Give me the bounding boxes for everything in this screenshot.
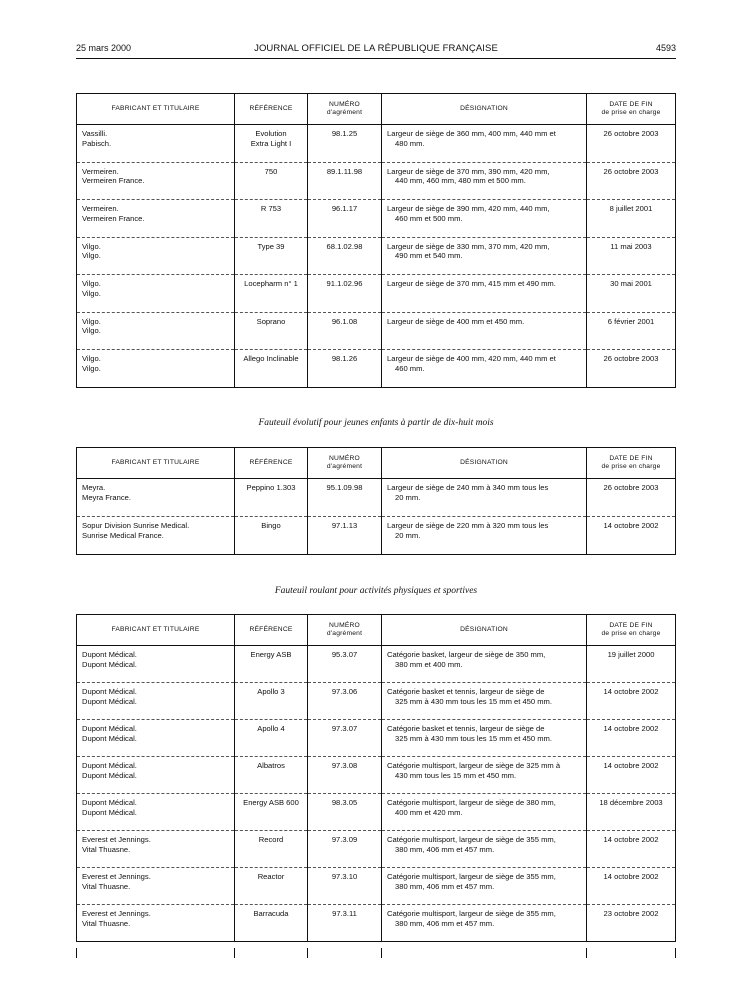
cell-designation-line: 400 mm et 420 mm. xyxy=(395,807,463,817)
cell-fabricant xyxy=(77,831,235,868)
cell-date-fin xyxy=(587,275,676,313)
cell-date-fin xyxy=(587,479,676,517)
cell-fabricant-line: Dupont Médical. xyxy=(82,659,137,669)
col-header-date-fin xyxy=(587,448,676,479)
cell-reference xyxy=(235,275,308,313)
cell-designation-line: 480 mm. xyxy=(395,138,425,148)
cell-designation-line: 460 mm. xyxy=(395,363,425,373)
cell-numero xyxy=(308,905,382,942)
cell-designation-line: Largeur de siège de 370 mm, 415 mm et 490 mm. xyxy=(387,279,556,288)
cell-fabricant xyxy=(77,646,235,683)
cell-fabricant-line: Meyra. xyxy=(82,483,106,492)
cell-numero xyxy=(308,237,382,275)
cell-numero xyxy=(308,200,382,238)
cell-fabricant xyxy=(77,125,235,163)
cell-designation-line: 325 mm à 430 mm tous les 15 mm et 450 mm. xyxy=(395,733,552,743)
page-number: 4593 xyxy=(655,43,676,53)
cell-reference-line: 750 xyxy=(264,166,278,176)
cell-reference-line: Albatros xyxy=(257,761,285,770)
table-row xyxy=(77,683,676,720)
cell-numero xyxy=(308,757,382,794)
cell-fabricant-line: Vital Thuasne. xyxy=(82,918,131,928)
cell-fabricant xyxy=(77,757,235,794)
cell-fabricant-line: Vassilli. xyxy=(82,129,108,138)
cell-reference xyxy=(235,312,308,350)
table-row xyxy=(77,720,676,757)
cell-date-fin xyxy=(587,350,676,388)
cell-fabricant-line: Vital Thuasne. xyxy=(82,844,131,854)
cell-designation-line: Catégorie multisport, largeur de siège de 355 mm, xyxy=(387,909,556,918)
cell-reference xyxy=(235,757,308,794)
header-row xyxy=(77,448,676,479)
cell-designation-line: Largeur de siège de 390 mm, 420 mm, 440 mm, xyxy=(387,204,550,213)
col-header-fabricant-text: FABRICANT ET TITULAIRE xyxy=(111,105,200,112)
table-row xyxy=(77,237,676,275)
cell-fabricant xyxy=(77,275,235,313)
cell-date-fin xyxy=(587,683,676,720)
cell-designation xyxy=(382,905,587,942)
cell-fabricant-line: Dupont Médical. xyxy=(82,770,137,780)
cell-numero-line: 98.1.25 xyxy=(331,129,358,138)
table-row xyxy=(77,200,676,238)
cell-fabricant-line: Dupont Médical. xyxy=(82,798,137,807)
cell-date-fin-line: 26 octobre 2003 xyxy=(603,354,659,363)
cell-numero xyxy=(308,350,382,388)
cell-fabricant xyxy=(77,720,235,757)
cell-reference-line: Locepharm n° 1 xyxy=(244,279,298,288)
cell-fabricant xyxy=(77,683,235,720)
cell-fabricant xyxy=(77,905,235,942)
cell-designation xyxy=(382,479,587,517)
cell-designation-line: Catégorie basket et tennis, largeur de siège de xyxy=(387,687,545,696)
col-header-date-fin xyxy=(587,94,676,125)
table-fauteuils-sport xyxy=(76,614,676,942)
cell-numero xyxy=(308,646,382,683)
col-header-date-fin-text: de prise en charge xyxy=(601,630,661,637)
cell-numero-line: 97.3.11 xyxy=(332,909,357,918)
cell-fabricant xyxy=(77,237,235,275)
col-header-date-fin-text: de prise en charge xyxy=(601,109,661,116)
cell-fabricant-line: Vilgo. xyxy=(82,288,101,298)
cell-designation xyxy=(382,237,587,275)
cell-numero xyxy=(308,479,382,517)
cell-reference xyxy=(235,831,308,868)
col-header-fabricant xyxy=(77,448,235,479)
cell-date-fin-line: 14 octobre 2002 xyxy=(603,724,659,733)
cell-fabricant-line: Sopur Division Sunrise Medical. xyxy=(82,521,190,530)
cell-reference xyxy=(235,517,308,555)
cell-fabricant-line: Dupont Médical. xyxy=(82,733,137,743)
col-header-fabricant-text: FABRICANT ET TITULAIRE xyxy=(111,626,200,633)
cell-numero-line: 95.1.09.98 xyxy=(326,483,363,492)
cell-designation xyxy=(382,125,587,163)
cell-fabricant-line: Vilgo. xyxy=(82,354,101,363)
cell-designation-line: 380 mm, 406 mm et 457 mm. xyxy=(395,881,495,891)
cell-date-fin xyxy=(587,757,676,794)
cell-reference-line: Reactor xyxy=(257,872,285,881)
cell-designation-line: 460 mm et 500 mm. xyxy=(395,213,463,223)
col-header-fabricant xyxy=(77,94,235,125)
col-header-designation xyxy=(382,94,587,125)
table-row xyxy=(77,868,676,905)
cell-fabricant-line: Dupont Médical. xyxy=(82,724,137,733)
journal-title: JOURNAL OFFICIEL DE LA RÉPUBLIQUE FRANÇAISE xyxy=(254,42,498,54)
cell-designation-line: Largeur de siège de 370 mm, 390 mm, 420 mm, xyxy=(387,166,550,176)
cell-numero xyxy=(308,312,382,350)
cell-reference-line: Evolution xyxy=(255,129,287,138)
cell-reference xyxy=(235,162,308,200)
cell-numero-line: 96.1.17 xyxy=(331,204,358,213)
cell-reference xyxy=(235,868,308,905)
cell-fabricant xyxy=(77,200,235,238)
col-header-reference xyxy=(235,448,308,479)
cell-reference-line: Soprano xyxy=(256,316,286,326)
cell-numero-line: 96.1.08 xyxy=(331,316,358,326)
cell-designation-line: Catégorie multisport, largeur de siège de 355 mm, xyxy=(387,872,556,881)
cell-fabricant-line: Dupont Médical. xyxy=(82,696,137,706)
cell-reference-line: Energy ASB xyxy=(250,650,292,659)
cell-fabricant-line: Vilgo. xyxy=(82,363,101,373)
table-row xyxy=(77,275,676,313)
cell-numero-line: 97.3.10 xyxy=(331,872,358,881)
cell-date-fin xyxy=(587,162,676,200)
table-row xyxy=(77,905,676,942)
cell-fabricant xyxy=(77,162,235,200)
cell-date-fin xyxy=(587,517,676,555)
cell-date-fin-line: 11 mai 2003 xyxy=(610,241,652,251)
table-row xyxy=(77,479,676,517)
col-header-reference xyxy=(235,615,308,646)
cell-designation xyxy=(382,162,587,200)
cell-designation-line: 20 mm. xyxy=(395,492,421,502)
cell-date-fin xyxy=(587,200,676,238)
cell-fabricant xyxy=(77,312,235,350)
header-date: 25 mars 2000 xyxy=(76,43,132,53)
cell-designation-line: 380 mm et 400 mm. xyxy=(395,659,463,669)
cell-designation-line: 380 mm, 406 mm et 457 mm. xyxy=(395,844,495,854)
cell-date-fin-line: 14 octobre 2002 xyxy=(603,761,659,770)
table-row xyxy=(77,794,676,831)
cell-numero xyxy=(308,275,382,313)
cell-designation xyxy=(382,646,587,683)
cell-date-fin-line: 14 octobre 2002 xyxy=(603,872,659,881)
cell-designation-line: 490 mm et 540 mm. xyxy=(395,251,463,260)
col-header-numero-text: d'agrément xyxy=(326,630,363,637)
table-row xyxy=(77,831,676,868)
header-row xyxy=(77,615,676,646)
cell-fabricant-line: Vilgo. xyxy=(82,316,101,326)
cell-numero xyxy=(308,720,382,757)
col-header-numero-text: NUMÉRO xyxy=(329,101,360,108)
col-header-reference-text: RÉFÉRENCE xyxy=(249,459,293,466)
cell-date-fin-line: 14 octobre 2002 xyxy=(603,521,659,530)
cell-numero-line: 97.3.08 xyxy=(331,761,358,770)
col-header-designation-text: DÉSIGNATION xyxy=(460,459,508,466)
cell-designation xyxy=(382,275,587,313)
cell-reference-line: Apollo 3 xyxy=(257,687,285,696)
cell-date-fin-line: 14 octobre 2002 xyxy=(603,835,659,844)
table-row xyxy=(77,312,676,350)
table-row xyxy=(77,350,676,388)
cell-designation xyxy=(382,200,587,238)
cell-fabricant-line: Vermeiren France. xyxy=(82,213,145,223)
cell-designation-line: Largeur de siège de 240 mm à 340 mm tous les xyxy=(387,483,549,492)
cell-fabricant-line: Pabisch. xyxy=(82,138,112,148)
cell-reference-line: Peppino 1.303 xyxy=(246,483,296,492)
cell-reference xyxy=(235,794,308,831)
cell-fabricant-line: Everest et Jennings. xyxy=(82,835,151,844)
cell-numero-line: 97.1.13 xyxy=(331,521,358,530)
cell-designation xyxy=(382,831,587,868)
cell-fabricant-line: Dupont Médical. xyxy=(82,687,137,696)
cell-fabricant-line: Sunrise Medical France. xyxy=(82,530,164,540)
cell-reference xyxy=(235,646,308,683)
col-header-numero xyxy=(308,94,382,125)
col-header-reference-text: RÉFÉRENCE xyxy=(249,626,293,633)
cell-date-fin xyxy=(587,794,676,831)
col-header-numero-text: NUMÉRO xyxy=(329,622,360,629)
cell-numero-line: 97.3.06 xyxy=(331,687,358,696)
cell-numero-line: 97.3.07 xyxy=(331,724,358,733)
cell-designation-line: Largeur de siège de 400 mm, 420 mm, 440 mm et xyxy=(387,354,556,363)
table-continuation xyxy=(76,948,675,958)
cell-fabricant xyxy=(77,517,235,555)
cell-date-fin-line: 8 juillet 2001 xyxy=(609,204,653,213)
page-header xyxy=(76,41,676,55)
cell-fabricant-line: Vilgo. xyxy=(82,279,101,288)
cell-numero-line: 89.1.11.98 xyxy=(326,166,363,176)
cell-reference xyxy=(235,683,308,720)
cell-fabricant-line: Dupont Médical. xyxy=(82,807,137,817)
cell-date-fin xyxy=(587,125,676,163)
cell-numero-line: 95.3.07 xyxy=(331,650,358,659)
cell-designation-line: 20 mm. xyxy=(395,530,421,540)
cell-fabricant-line: Vital Thuasne. xyxy=(82,881,131,891)
table-row xyxy=(77,646,676,683)
cell-numero-line: 68.1.02.98 xyxy=(326,241,363,251)
cell-reference-line: Extra Light I xyxy=(250,138,292,148)
cell-reference-line: Bingo xyxy=(261,521,281,530)
cell-date-fin-line: 26 octobre 2003 xyxy=(603,129,659,138)
col-header-numero xyxy=(308,448,382,479)
cell-reference xyxy=(235,479,308,517)
cell-designation xyxy=(382,683,587,720)
cell-numero-line: 97.3.09 xyxy=(331,835,358,844)
cell-date-fin-line: 26 octobre 2003 xyxy=(603,166,659,176)
header-row xyxy=(77,94,676,125)
cell-designation xyxy=(382,720,587,757)
cell-fabricant xyxy=(77,479,235,517)
col-header-designation-text: DÉSIGNATION xyxy=(460,105,508,112)
cell-designation-line: Catégorie multisport, largeur de siège de 380 mm, xyxy=(387,798,556,807)
col-header-date-fin-text: de prise en charge xyxy=(601,463,661,470)
cell-fabricant-line: Vilgo. xyxy=(82,241,101,251)
cell-designation xyxy=(382,794,587,831)
cell-date-fin-line: 18 décembre 2003 xyxy=(599,798,663,807)
col-header-reference-text: RÉFÉRENCE xyxy=(249,105,293,112)
cell-reference-line: Allego Inclinable xyxy=(243,354,299,363)
cell-date-fin xyxy=(587,720,676,757)
cell-reference xyxy=(235,905,308,942)
cell-designation xyxy=(382,350,587,388)
cell-reference-line: Barracuda xyxy=(253,909,289,918)
cell-numero xyxy=(308,162,382,200)
table-row xyxy=(77,517,676,555)
cell-date-fin xyxy=(587,646,676,683)
cell-designation-line: Catégorie multisport, largeur de siège de 355 mm, xyxy=(387,835,556,844)
cell-fabricant-line: Vermeiren. xyxy=(82,204,119,213)
cell-fabricant xyxy=(77,794,235,831)
cell-designation-line: Largeur de siège de 220 mm à 320 mm tous les xyxy=(387,521,549,530)
cell-fabricant xyxy=(77,350,235,388)
cell-reference xyxy=(235,720,308,757)
cell-date-fin xyxy=(587,868,676,905)
col-header-designation xyxy=(382,448,587,479)
cell-date-fin xyxy=(587,237,676,275)
cell-designation-line: 380 mm, 406 mm et 457 mm. xyxy=(395,918,495,928)
cell-numero xyxy=(308,517,382,555)
cell-designation-line: Catégorie basket et tennis, largeur de siège de xyxy=(387,724,545,733)
cell-fabricant-line: Dupont Médical. xyxy=(82,650,137,659)
col-header-date-fin-text: DATE DE FIN xyxy=(609,101,653,108)
cell-date-fin-line: 14 octobre 2002 xyxy=(603,687,659,696)
table-row xyxy=(77,162,676,200)
table-fauteuils-enfants xyxy=(76,447,676,555)
cell-numero xyxy=(308,831,382,868)
cell-designation-line: 430 mm tous les 15 mm et 450 mm. xyxy=(395,770,517,780)
col-header-fabricant-text: FABRICANT ET TITULAIRE xyxy=(111,459,200,466)
cell-designation xyxy=(382,757,587,794)
cell-reference-line: Record xyxy=(258,835,284,844)
col-header-date-fin-text: DATE DE FIN xyxy=(609,455,653,462)
col-header-numero xyxy=(308,615,382,646)
table-row xyxy=(77,125,676,163)
cell-reference xyxy=(235,350,308,388)
cell-numero-line: 98.3.05 xyxy=(331,798,358,807)
col-header-date-fin-text: DATE DE FIN xyxy=(609,622,653,629)
cell-numero xyxy=(308,868,382,905)
cell-reference xyxy=(235,200,308,238)
cell-fabricant-line: Everest et Jennings. xyxy=(82,872,151,881)
cell-designation-line: Largeur de siège de 400 mm et 450 mm. xyxy=(387,316,525,326)
cell-date-fin-line: 26 octobre 2003 xyxy=(603,483,659,492)
col-header-reference xyxy=(235,94,308,125)
cell-numero xyxy=(308,683,382,720)
cell-fabricant-line: Vermeiren. xyxy=(82,166,119,176)
table-fauteuils-1 xyxy=(76,93,676,388)
cell-numero xyxy=(308,794,382,831)
col-header-date-fin xyxy=(587,615,676,646)
cell-reference-line: Energy ASB 600 xyxy=(243,798,299,807)
cell-fabricant-line: Dupont Médical. xyxy=(82,761,137,770)
cell-reference xyxy=(235,125,308,163)
header-rule xyxy=(76,58,676,59)
cell-designation-line: Catégorie multisport, largeur de siège de 325 mm à xyxy=(387,761,561,770)
col-header-fabricant xyxy=(77,615,235,646)
cell-designation xyxy=(382,517,587,555)
cell-designation xyxy=(382,868,587,905)
cell-fabricant-line: Meyra France. xyxy=(82,492,131,502)
col-header-designation xyxy=(382,615,587,646)
cell-numero-line: 91.1.02.96 xyxy=(326,279,363,288)
section-heading-sport: Fauteuil roulant pour activités physiques et sportives xyxy=(274,586,478,596)
cell-fabricant-line: Vilgo. xyxy=(82,326,101,335)
cell-reference-line: Apollo 4 xyxy=(257,724,285,733)
cell-date-fin-line: 30 mai 2001 xyxy=(610,279,652,288)
table-row xyxy=(77,757,676,794)
section-heading-enfants: Fauteuil évolutif pour jeunes enfants à partir de dix-huit mois xyxy=(258,418,494,428)
cell-fabricant-line: Vilgo. xyxy=(82,251,101,260)
cell-reference-line: Type 39 xyxy=(257,241,285,251)
cell-numero xyxy=(308,125,382,163)
cell-date-fin xyxy=(587,905,676,942)
cell-fabricant-line: Vermeiren France. xyxy=(82,176,145,185)
col-header-designation-text: DÉSIGNATION xyxy=(460,626,508,633)
cell-designation-line: Largeur de siège de 360 mm, 400 mm, 440 mm et xyxy=(387,129,556,138)
col-header-numero-text: NUMÉRO xyxy=(329,455,360,462)
cell-date-fin xyxy=(587,312,676,350)
cell-numero-line: 98.1.26 xyxy=(331,354,358,363)
col-header-numero-text: d'agrément xyxy=(326,463,363,470)
cell-designation-line: 325 mm à 430 mm tous les 15 mm et 450 mm. xyxy=(395,696,552,706)
col-header-numero-text: d'agrément xyxy=(326,109,363,116)
cell-designation-line: 440 mm, 460 mm, 480 mm et 500 mm. xyxy=(395,176,526,185)
cell-fabricant xyxy=(77,868,235,905)
cell-designation xyxy=(382,312,587,350)
cell-date-fin-line: 23 octobre 2002 xyxy=(603,909,659,918)
cell-date-fin-line: 19 juillet 2000 xyxy=(607,650,655,659)
cell-reference xyxy=(235,237,308,275)
cell-date-fin xyxy=(587,831,676,868)
cell-designation-line: Largeur de siège de 330 mm, 370 mm, 420 mm, xyxy=(387,241,550,251)
cell-reference-line: R 753 xyxy=(260,204,282,213)
cell-fabricant-line: Everest et Jennings. xyxy=(82,909,151,918)
cell-date-fin-line: 6 février 2001 xyxy=(607,316,655,326)
cell-designation-line: Catégorie basket, largeur de siège de 350 mm, xyxy=(387,650,546,659)
